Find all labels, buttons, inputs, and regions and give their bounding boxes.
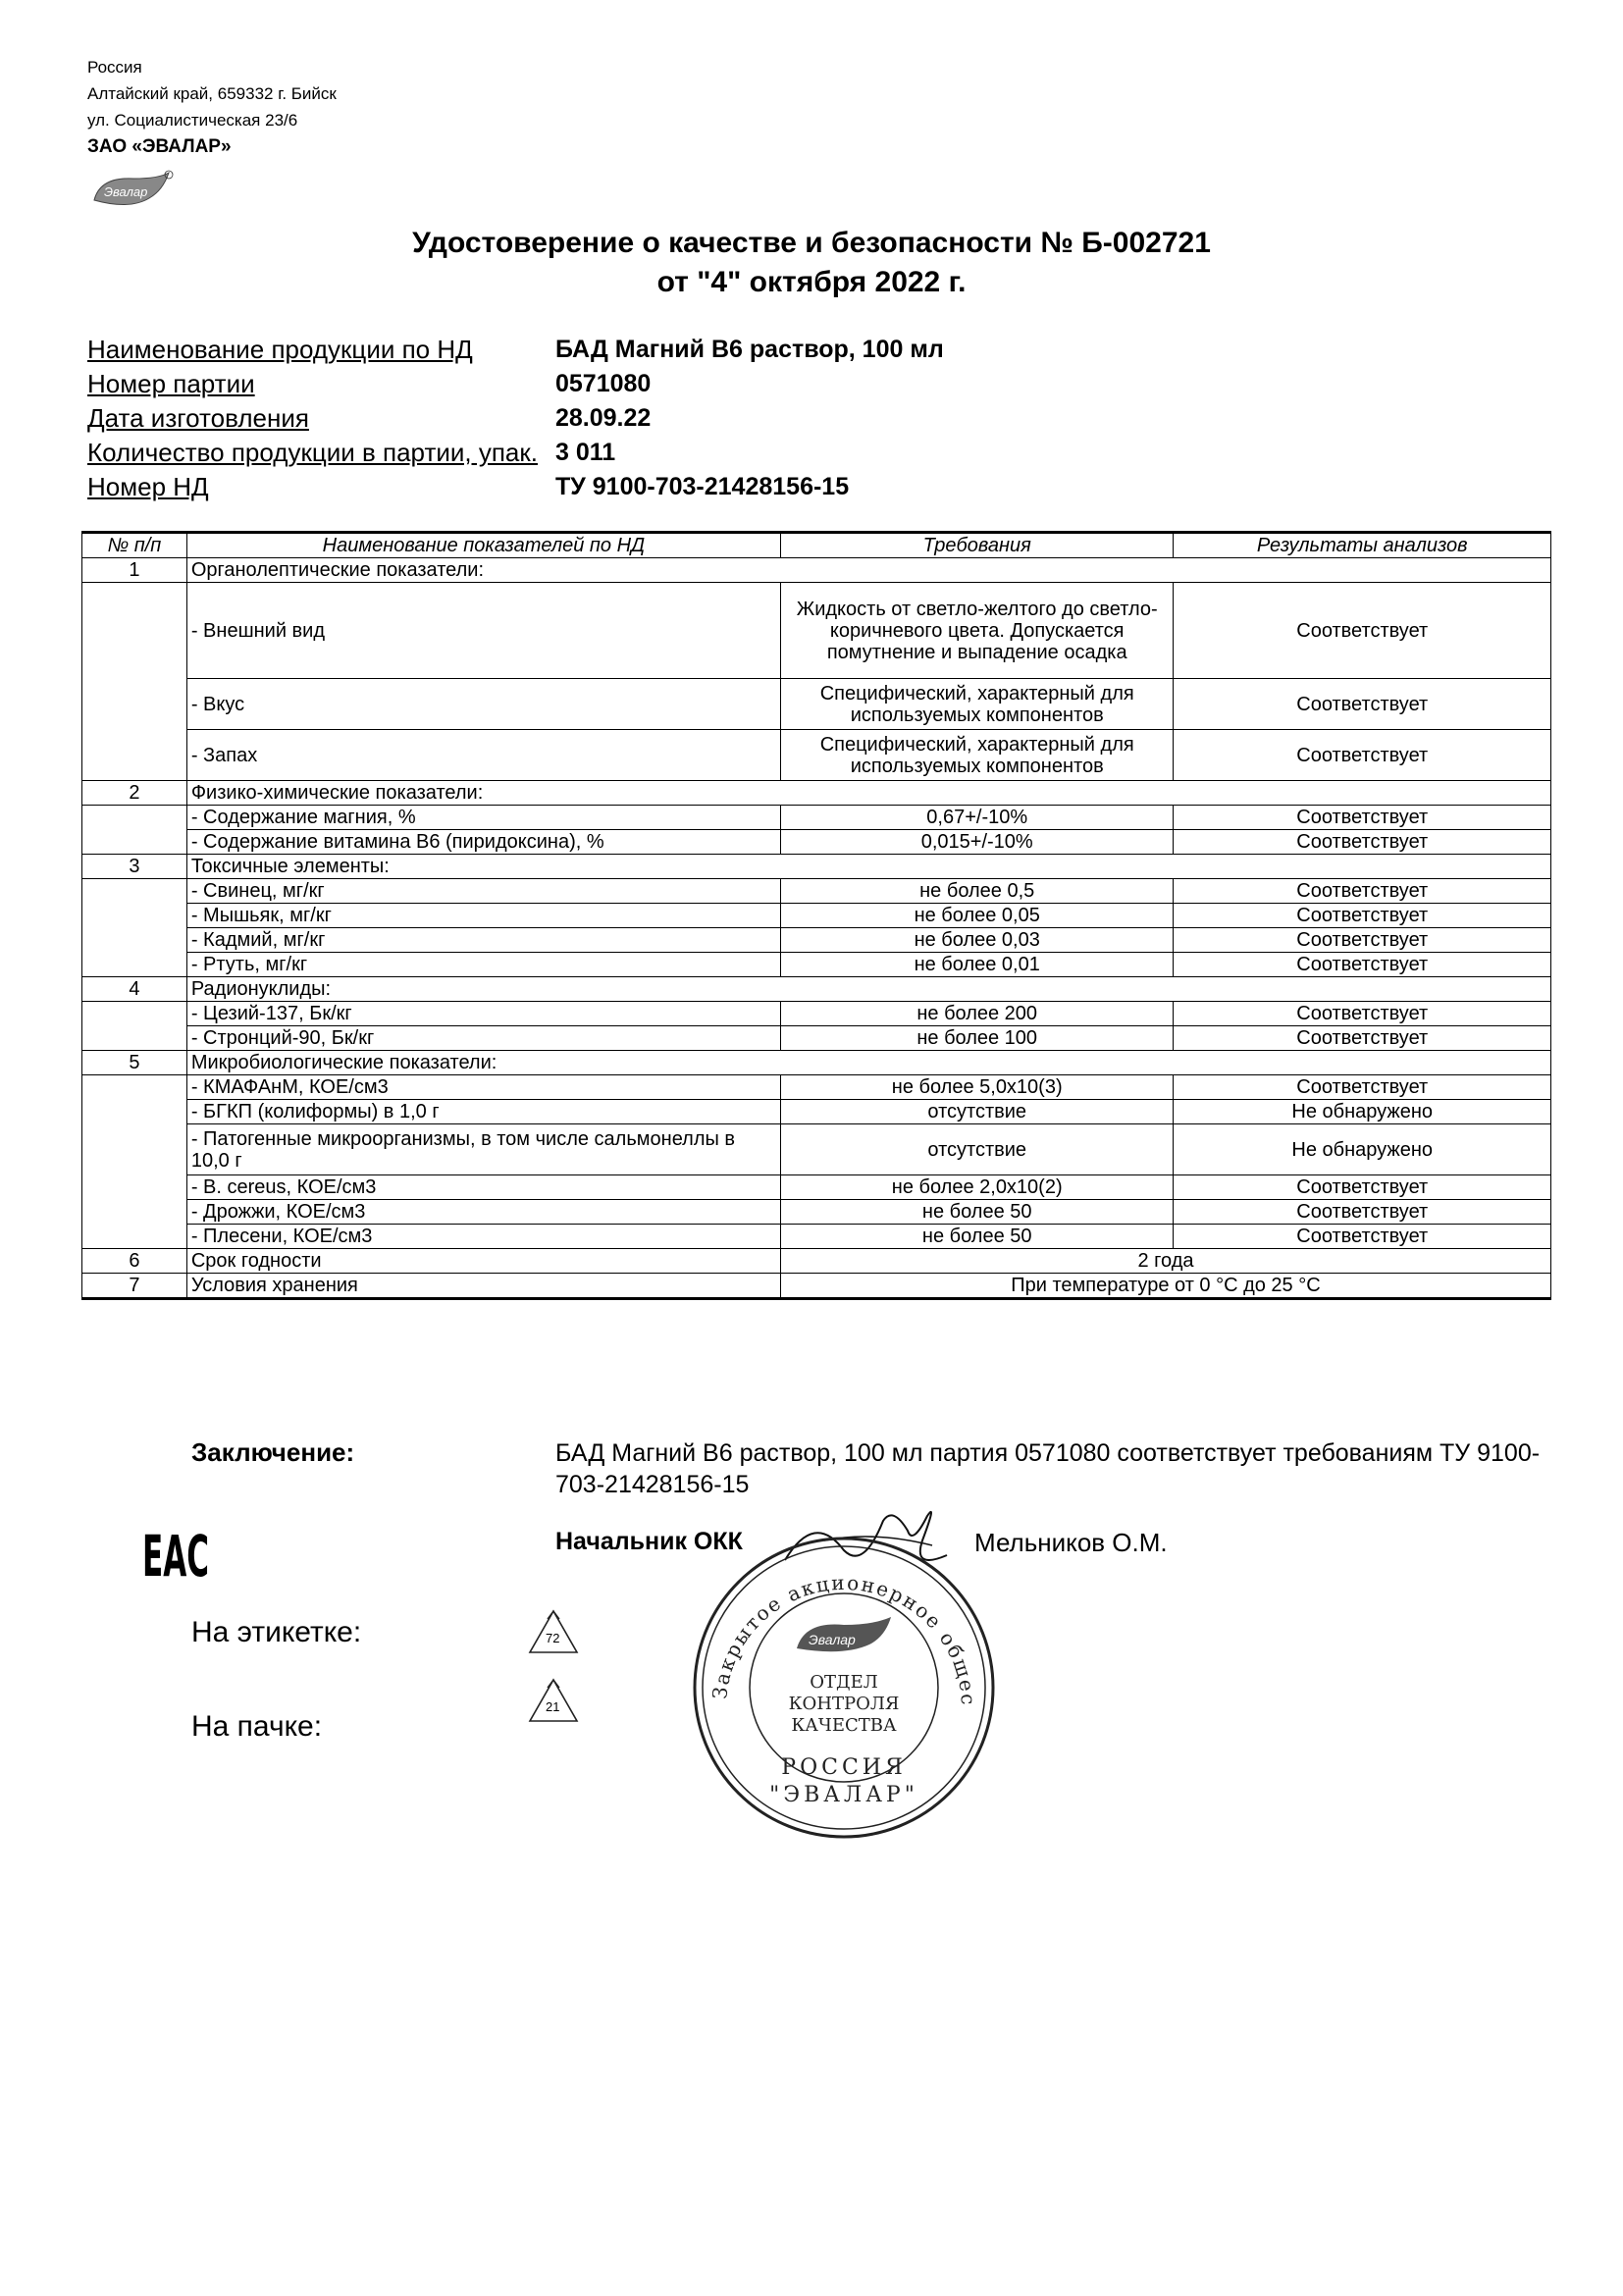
svg-text:21: 21 [546,1699,560,1714]
result-value: Не обнаружено [1174,1100,1551,1124]
pack-caption: На пачке: [191,1710,323,1743]
result-value: Соответствует [1174,1200,1551,1225]
requirement-value: Жидкость от светло-желтого до светло-коричневого цвета. Допускается помутнение и выпадение осадка [780,583,1174,679]
requirement-value: не более 0,01 [780,953,1174,977]
table-row [82,879,1551,904]
svg-text:КАЧЕСТВА: КАЧЕСТВА [791,1715,897,1736]
table-row [82,953,1551,977]
indicator-name: - Содержание магния, % [186,806,780,830]
result-value: Соответствует [1174,928,1551,953]
col-header-number: № п/п [82,533,187,558]
requirement-value: 0,67+/-10% [780,806,1174,830]
row-number: 7 [82,1274,187,1299]
section-title: Физико-химические показатели: [186,781,1550,806]
requirement-value: Специфический, характерный для используемых компонентов [780,730,1174,781]
info-label-quantity: Количество продукции в партии, упак. [87,438,538,467]
requirement-value: не более 50 [780,1200,1174,1225]
row-number: 1 [82,558,187,583]
svg-text:ОТДЕЛ: ОТДЕЛ [810,1672,878,1693]
table-row [82,1051,1551,1075]
table-row [82,904,1551,928]
svg-text:КОНТРОЛЯ: КОНТРОЛЯ [788,1694,900,1714]
svg-text:РОССИЯ: РОССИЯ [781,1755,907,1780]
svg-text:Эвалар: Эвалар [104,184,148,199]
signatory-name: Мельников О.М. [974,1528,1168,1557]
info-value-nd-number: ТУ 9100-703-21428156-15 [555,473,850,500]
info-value-quantity: 3 011 [555,439,616,466]
table-row [82,1200,1551,1225]
indicator-name: Срок годности [186,1249,780,1274]
section-title: Радионуклиды: [186,977,1550,1002]
spanned-value: 2 года [780,1249,1550,1274]
result-value: Соответствует [1174,1225,1551,1249]
info-value-manufacture-date: 28.09.22 [555,404,652,432]
table-row [82,1124,1551,1175]
info-label-manufacture-date: Дата изготовления [87,403,309,433]
result-value: Не обнаружено [1174,1124,1551,1175]
indicator-name: - Запах [186,730,780,781]
svg-text:ЕАС: ЕАС [142,1523,209,1590]
result-value: Соответствует [1174,879,1551,904]
requirement-value: не более 0,03 [780,928,1174,953]
table-row [82,977,1551,1002]
row-number: 4 [82,977,187,1002]
row-number: 2 [82,781,187,806]
address-line-2: Алтайский край, 659332 г. Бийск [87,84,337,103]
table-header-row [82,533,1551,558]
address-line-1: Россия [87,58,142,77]
col-header-indicator: Наименование показателей по НД [186,533,780,558]
section-title: Органолептические показатели: [186,558,1550,583]
indicator-name: - Мышьяк, мг/кг [186,904,780,928]
result-value: Соответствует [1174,679,1551,730]
table-row [82,730,1551,781]
info-label-product: Наименование продукции по НД [87,335,473,364]
requirement-value: не более 0,05 [780,904,1174,928]
row-number: 6 [82,1249,187,1274]
company-stamp [687,1531,1001,1845]
col-header-result: Результаты анализов [1174,533,1551,558]
table-row [82,558,1551,583]
info-label-batch: Номер партии [87,369,255,398]
table-row [82,1175,1551,1200]
indicator-name: - Внешний вид [186,583,780,679]
row-number: 3 [82,855,187,879]
address-line-3: ул. Социалистическая 23/6 [87,111,298,130]
conclusion-label: Заключение: [191,1437,355,1467]
result-value: Соответствует [1174,904,1551,928]
indicator-name: - Ртуть, мг/кг [186,953,780,977]
indicator-name: - Плесени, КОЕ/см3 [186,1225,780,1249]
table-row [82,928,1551,953]
section-title: Микробиологические показатели: [186,1051,1550,1075]
indicator-name: - Стронций-90, Бк/кг [186,1026,780,1051]
svg-text:"ЭВАЛАР": "ЭВАЛАР" [769,1783,918,1807]
document-title-line-1: Удостоверение о качестве и безопасности № Б-002721 [412,227,1211,259]
svg-text:72: 72 [546,1631,560,1645]
row-number: 5 [82,1051,187,1075]
result-value: Соответствует [1174,1026,1551,1051]
result-value: Соответствует [1174,830,1551,855]
table-row [82,1225,1551,1249]
company-name: ЗАО «ЭВАЛАР» [87,136,232,157]
table-row [82,583,1551,679]
result-value: Соответствует [1174,730,1551,781]
indicator-name: - Вкус [186,679,780,730]
result-value: Соответствует [1174,1175,1551,1200]
conclusion-text: БАД Магний В6 раствор, 100 мл партия 0571080 соответствует требованиям ТУ 9100-703-21428156-15 [555,1439,1541,1498]
table-row [82,806,1551,830]
eac-mark-icon [142,1517,211,1590]
table-row [82,1002,1551,1026]
info-value-product: БАД Магний В6 раствор, 100 мл [555,336,944,363]
result-value: Соответствует [1174,583,1551,679]
table-row [82,1249,1551,1274]
svg-text:Закрытое акционерное общество: Закрытое акционерное общес [707,1570,981,1708]
indicator-name: - КМАФАнМ, КОЕ/см3 [186,1075,780,1100]
col-header-requirement: Требования [780,533,1174,558]
result-value: Соответствует [1174,1002,1551,1026]
section-title: Токсичные элементы: [186,855,1550,879]
result-value: Соответствует [1174,1075,1551,1100]
result-value: Соответствует [1174,953,1551,977]
quality-table [81,531,1551,1300]
requirement-value: отсутствие [780,1124,1174,1175]
requirement-value: не более 2,0х10(2) [780,1175,1174,1200]
table-row [82,1100,1551,1124]
requirement-value: не более 200 [780,1002,1174,1026]
requirement-value: не более 5,0х10(3) [780,1075,1174,1100]
table-row [82,679,1551,730]
table-row [82,1274,1551,1299]
indicator-name: - Дрожжи, КОЕ/см3 [186,1200,780,1225]
recycle-72-icon [526,1607,581,1658]
requirement-value: не более 100 [780,1026,1174,1051]
indicator-name: - Свинец, мг/кг [186,879,780,904]
indicator-name: - B. cereus, КОЕ/см3 [186,1175,780,1200]
spanned-value: При температуре от 0 °С до 25 °С [780,1274,1550,1299]
indicator-name: - Содержание витамина В6 (пиридоксина), % [186,830,780,855]
indicator-name: - Цезий-137, Бк/кг [186,1002,780,1026]
requirement-value: не более 50 [780,1225,1174,1249]
indicator-name: - Патогенные микроорганизмы, в том числе сальмонеллы в 10,0 г [186,1124,780,1175]
indicator-name: Условия хранения [186,1274,780,1299]
document-title-line-2: от "4" октября 2022 г. [656,266,967,298]
recycle-21-icon [526,1676,581,1727]
result-value: Соответствует [1174,806,1551,830]
requirement-value: отсутствие [780,1100,1174,1124]
table-row [82,1026,1551,1051]
table-row [82,830,1551,855]
requirement-value: не более 0,5 [780,879,1174,904]
indicator-name: - БГКП (колиформы) в 1,0 г [186,1100,780,1124]
requirement-value: 0,015+/-10% [780,830,1174,855]
info-value-batch: 0571080 [555,370,652,397]
company-logo [90,169,175,214]
svg-text:Эвалар: Эвалар [809,1632,856,1647]
signatory-position: Начальник ОКК [555,1528,743,1555]
table-row [82,781,1551,806]
table-row [82,855,1551,879]
indicator-name: - Кадмий, мг/кг [186,928,780,953]
label-caption: На этикетке: [191,1616,362,1648]
table-row [82,1075,1551,1100]
requirement-value: Специфический, характерный для используемых компонентов [780,679,1174,730]
info-label-nd-number: Номер НД [87,472,209,501]
